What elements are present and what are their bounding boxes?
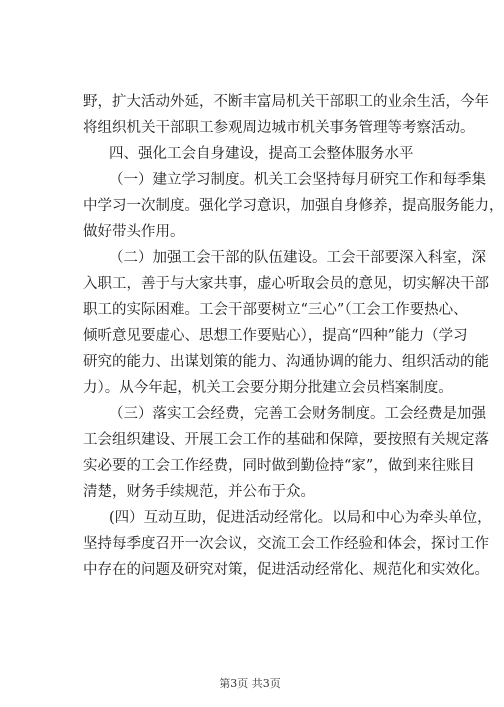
- body-line: 野，扩大活动外延，不断丰富局机关干部职工的业余生活，今年: [83, 94, 489, 110]
- body-line: （一）建立学习制度。机关工会坚持每月研究工作和每季集: [109, 172, 486, 188]
- page-footer: 第3页 共3页: [219, 677, 281, 690]
- body-line: 坚持每季度召开一次会议，交流工会工作经验和体会，探讨工作: [83, 536, 489, 552]
- body-line: 职工的实际困难。工会干部要树立“三心”（工会工作要热心、: [83, 302, 468, 318]
- body-line: 做好带头作用。: [83, 224, 185, 240]
- body-line: 将组织机关干部职工参观周边城市机关事务管理等考察活动。: [83, 120, 475, 136]
- section-heading: 四、强化工会自身建设，提高工会整体服务水平: [109, 146, 414, 162]
- body-line: （三）落实工会经费，完善工会财务制度。工会经费是加强: [109, 406, 486, 422]
- body-line: 中存在的问题及研究对策，促进活动经常化、规范化和实效化。: [83, 562, 489, 578]
- body-line: 倾听意见要虚心、思想工作要贴心），提高“四种”能力（学习: [83, 328, 468, 344]
- body-line: 工会组织建设、开展工会工作的基础和保障，要按照有关规定落: [83, 432, 489, 448]
- body-line: （二）加强工会干部的队伍建设。工会干部要深入科室，深: [109, 250, 486, 266]
- body-line: 研究的能力、出谋划策的能力、沟通协调的能力、组织活动的能: [83, 354, 489, 370]
- body-line: 入职工，善于与大家共事，虚心听取会员的意见，切实解决干部: [83, 276, 489, 292]
- body-line: 实必要的工会工作经费，同时做到勤俭持“家”，做到来往账目: [83, 458, 475, 474]
- body-line: 清楚，财务手续规范，并公布于众。: [83, 484, 315, 500]
- body-line: 中学习一次制度。强化学习意识，加强自身修养，提高服务能力，: [83, 198, 504, 214]
- body-line: 力）。从今年起，机关工会要分期分批建立会员档案制度。: [83, 380, 453, 396]
- body-line: (四）互动互助，促进活动经常化。以局和中心为牵头单位，: [109, 510, 492, 526]
